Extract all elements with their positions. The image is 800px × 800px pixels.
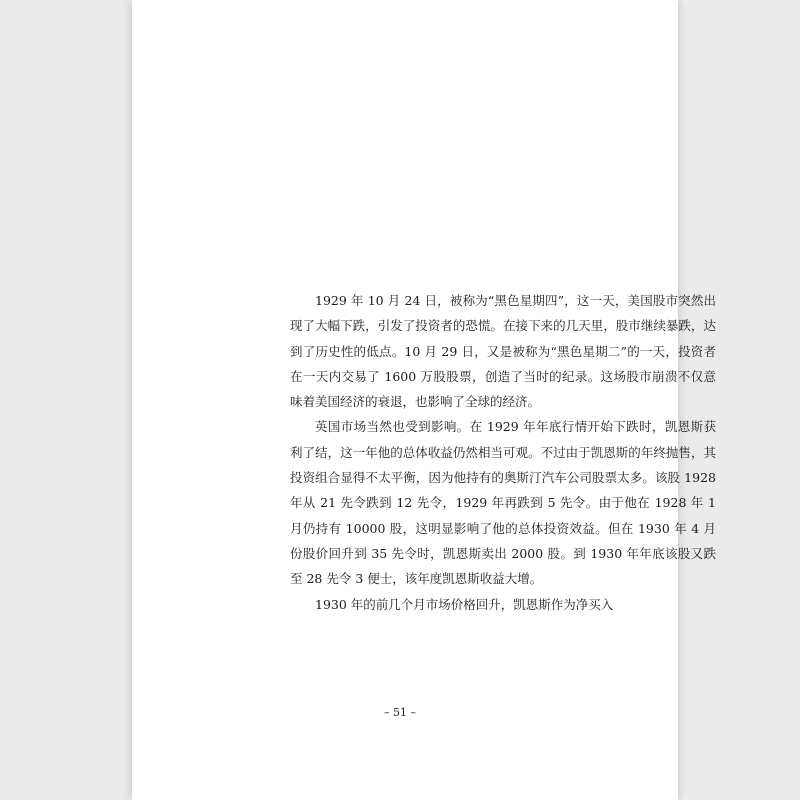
book-page [132,0,716,800]
page-number: – 51 – [384,706,416,719]
paragraph-1930: 1930 年的前几个月市场价格回升，凯恩斯作为净买入 [315,596,614,612]
body-text [290,288,716,617]
paragraph-uk-market: 英国市场当然也受到影响。在 1929 年年底行情开始下跌时，凯恩斯获利了结，这一年他的总体收益仍然相当可观。不过由于凯恩斯的年终抛售，其投资组合显得不太平衡，因为他持有的奥斯汀汽车公司股票太多。该股 1928 年从 21 先令跌到 12 先令，1929 年再跌到 5 先令。由于他在 1928 年 1 月仍持有 10000 股，这明显影响了他的总体投资效益。但在 1930 年 4 月份股价回升到 35 先令时，凯恩斯卖出 2000 股。到 1930 年年底该股又跌至 28 先令 3 便士，该年度凯恩斯收益大增。 [290,419,716,587]
paragraph-black-thursday: 1929 年 10 月 24 日，被称为“黑色星期四”，这一天，美国股市突然出现了大幅下跌，引发了投资者的恐慌。在接下来的几天里，股市继续暴跌，达到了历史性的低点。10 月 29 日，又是被称为“黑色星期二”的一天，投资者在一天内交易了 1600 万股股票，创造了当时的纪录。这场股市崩溃不仅意味着美国经济的衰退，也影响了全球的经济。 [290,293,716,410]
